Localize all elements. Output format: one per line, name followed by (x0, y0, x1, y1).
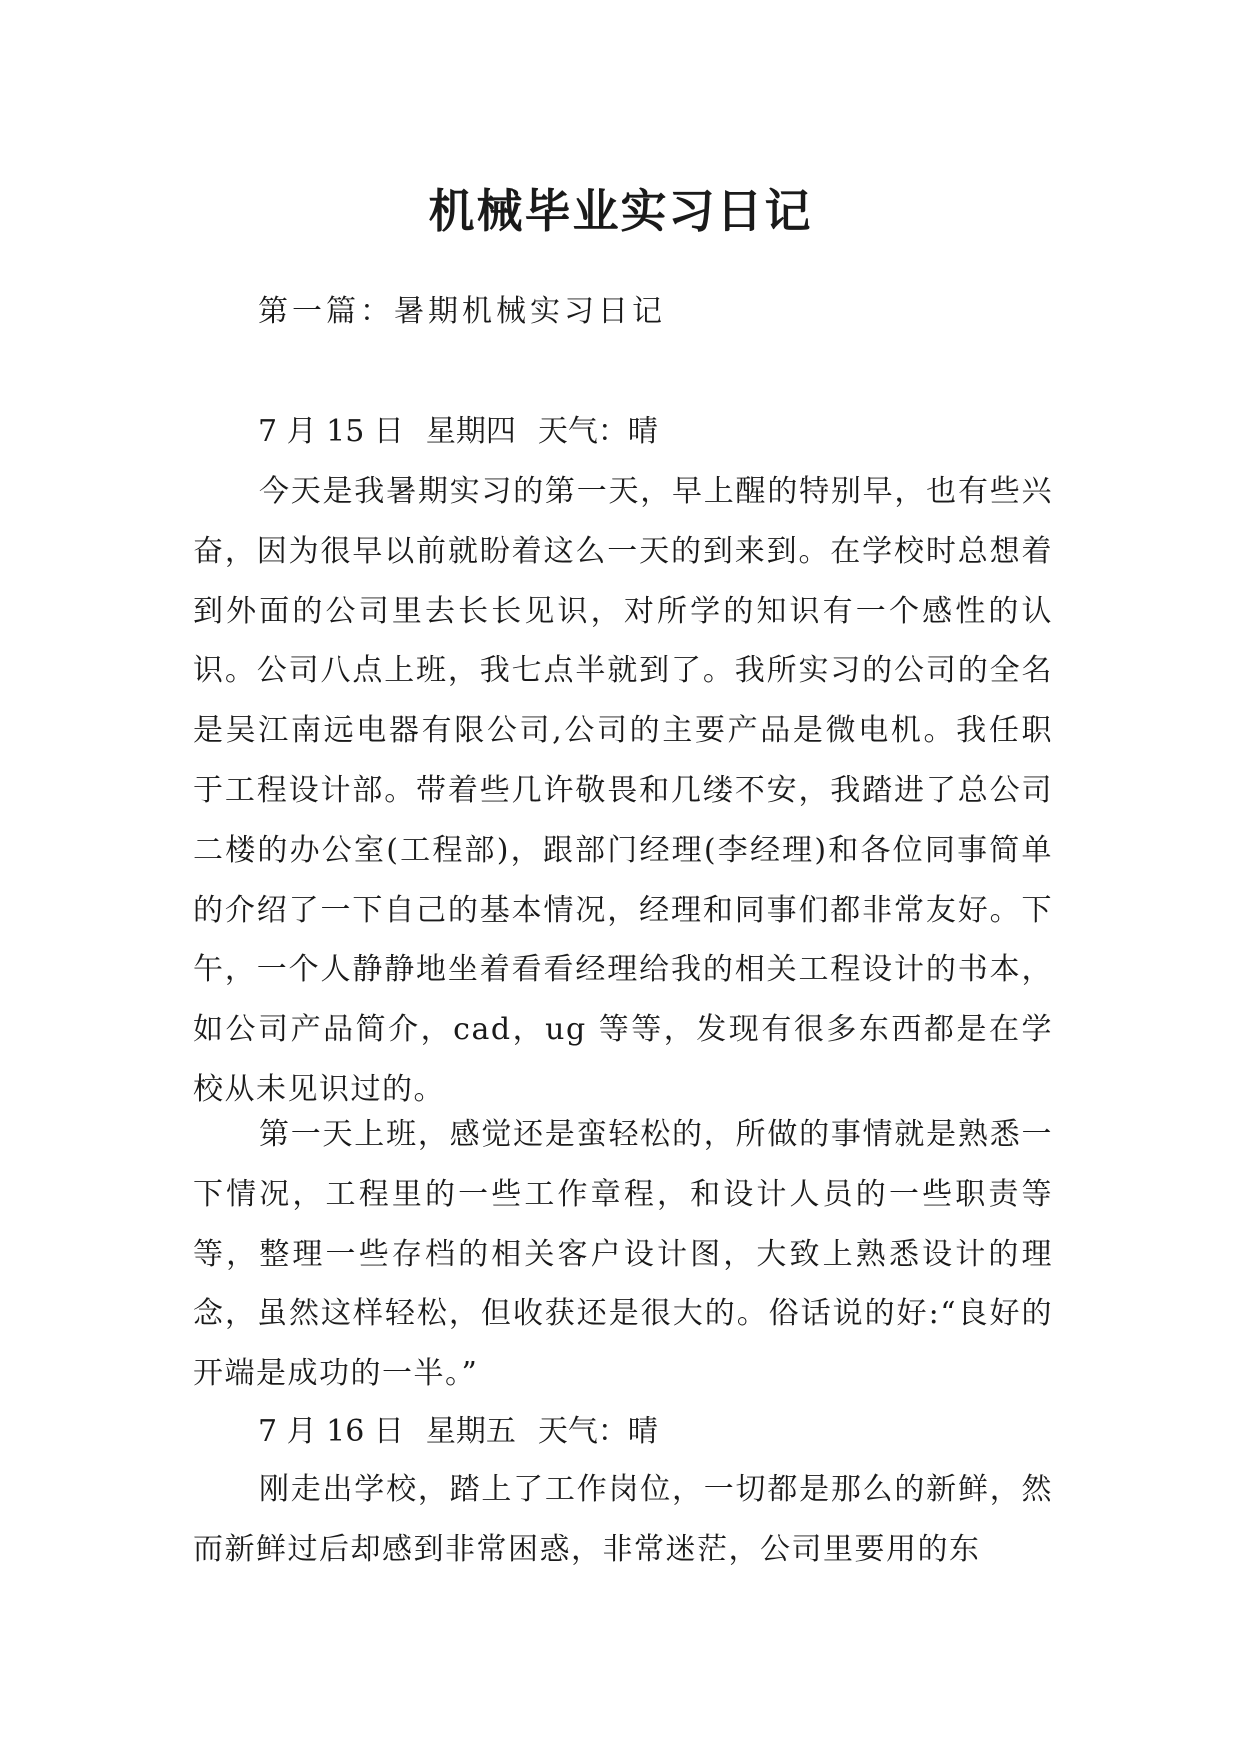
entry-date-line (258, 410, 680, 454)
entry-weather: 天气：晴 (537, 1414, 658, 1449)
body-paragraph: 刚走出学校，踏上了工作岗位，一切都是那么的新鲜，然而新鲜过后却感到非常困惑，非常迷茫，公司里要用的东 (193, 1472, 1053, 1567)
entry-weather: 天气：晴 (537, 414, 658, 449)
entry-weekday: 星期五 (425, 1414, 516, 1449)
entry-date: 7 月 15 日 (258, 414, 404, 449)
entry-weekday: 星期四 (425, 414, 516, 449)
body-paragraph: 第一天上班，感觉还是蛮轻松的，所做的事情就是熟悉一下情况，工程里的一些工作章程，和设计人员的一些职责等等，整理一些存档的相关客户设计图，大致上熟悉设计的理念，虽然这样轻松，但收获还是很大的。俗话说的好:“良好的开端是成功的一半。” (193, 1117, 1053, 1392)
section-heading: 第一篇：暑期机械实习日记 (258, 294, 666, 329)
document-title: 机械毕业实习日记 (428, 183, 813, 238)
body-paragraph: 今天是我暑期实习的第一天，早上醒的特别早，也有些兴奋，因为很早以前就盼着这么一天的到来到。在学校时总想着到外面的公司里去长长见识，对所学的知识有一个感性的认识。公司八点上班，我七点半就到了。我所实习的公司的全名是吴江南远电器有限公司,公司的主要产品是微电机。我任职于工程设计部。带着些几许敬畏和几缕不安，我踏进了总公司二楼的办公室(工程部)，跟部门经理(李经理)和各位同事简单的介绍了一下自己的基本情况，经理和同事们都非常友好。下午，一个人静静地坐着看看经理给我的相关工程设计的书本，如公司产品简介，cad，ug 等等，发现有很多东西都是在学校从未见识过的。 (193, 474, 1053, 1107)
entry-date: 7 月 16 日 (258, 1414, 404, 1449)
entry-date-line (258, 1410, 680, 1454)
